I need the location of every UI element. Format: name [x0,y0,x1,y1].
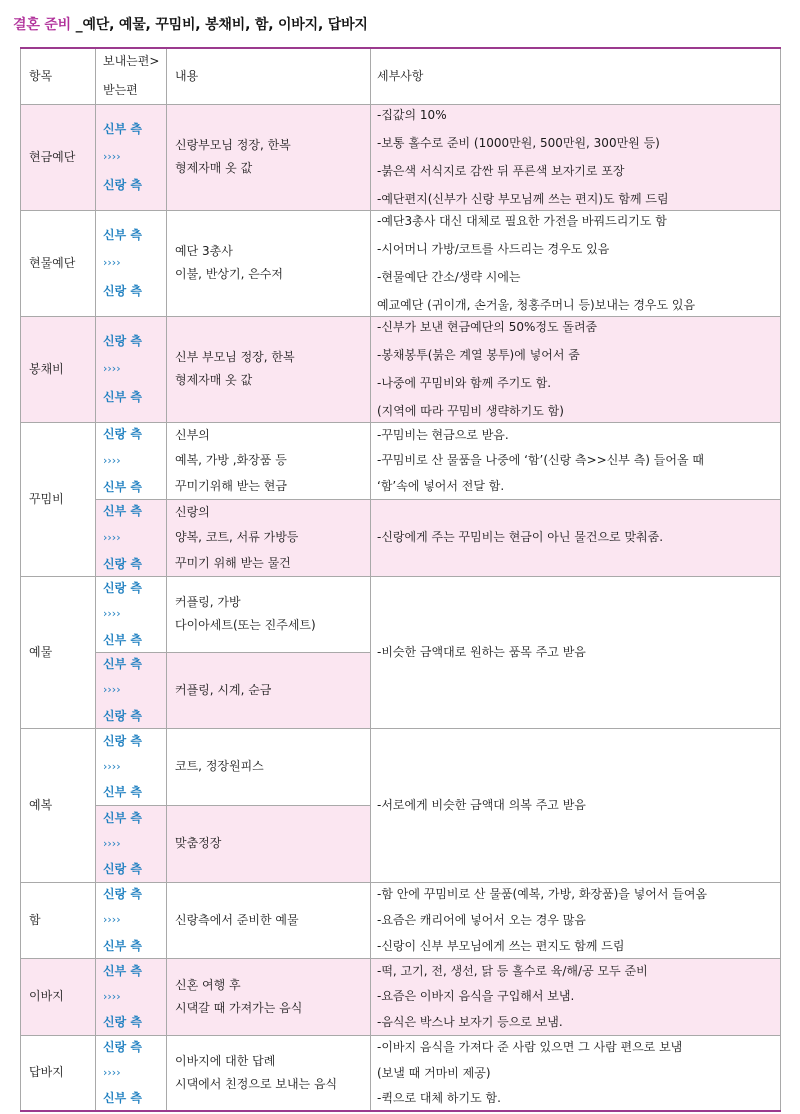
content-line: 신랑부모님 정장, 한복 [175,138,291,152]
header-direction-line1: 보내는편> [103,54,160,69]
direction-arrows: ›››› [103,453,121,467]
detail-line: -요즘은 캐리어에 넣어서 오는 경우 많음 [377,912,586,927]
content-line: 다이아세트(또는 진주세트) [175,618,316,632]
content-line: 시댁갈 때 가져가는 음식 [175,1000,303,1015]
title-main: 결혼 준비 [13,17,71,33]
direction-cell [96,805,167,882]
content-cell [167,882,371,958]
direction-cell [96,210,167,316]
detail-line: -음식은 박스나 보자기 등으로 보냄. [377,1015,563,1030]
direction-cell [96,422,167,499]
detail-line: -봉채봉투(붉은 계열 봉투)에 넣어서 줌 [377,347,580,362]
direction-arrows: ›››› [103,683,121,697]
direction-from: 신부 측 [103,503,142,518]
content-line: 신랑측에서 준비한 예물 [175,912,299,927]
content-line: 이불, 반상기, 은수저 [175,267,283,281]
table-row [21,422,781,499]
direction-from: 신부 측 [103,228,142,242]
detail-line: -이바지 음식을 가져다 준 사람 있으면 그 사람 편으로 보냄 [377,1039,683,1054]
direction-to: 신부 측 [103,785,142,800]
direction-to: 신부 측 [103,389,142,404]
direction-to: 신랑 측 [103,177,142,192]
details-cell [371,882,781,958]
document-title [13,14,368,44]
content-line: 커플링, 가방 [175,595,241,609]
item-cell: 이바지 [21,958,96,1035]
content-line: 꾸미기위해 받는 현금 [175,478,287,493]
direction-to: 신랑 측 [103,283,142,298]
direction-to: 신부 측 [103,632,142,647]
detail-line: -보통 홀수로 준비 (1000만원, 500만원, 300만원 등) [377,135,660,150]
direction-from: 신부 측 [103,963,142,978]
direction-arrows: ›››› [103,256,121,270]
direction-arrows: ›››› [103,913,121,927]
detail-line: -붉은색 서식지로 감싼 뒤 푸른색 보자기로 포장 [377,163,625,178]
detail-line: -현물예단 간소/생략 시에는 [377,269,521,284]
detail-line: -신랑이 신부 부모님에게 쓰는 편지도 함께 드림 [377,938,625,953]
direction-from: 신부 측 [103,810,142,825]
header-direction [96,48,167,104]
direction-arrows: ›››› [103,607,121,621]
detail-line: -나중에 꾸밈비와 함께 주기도 함. [377,375,552,390]
detail-line: -집값의 10% [377,108,447,122]
content-line: 신부의 [175,427,210,442]
direction-to: 신랑 측 [103,708,142,723]
content-line: 신부 부모님 정장, 한복 [175,350,295,364]
direction-to: 신랑 측 [103,862,142,877]
content-line: 예단 3총사 [175,244,233,258]
content-line: 커플링, 시계, 순금 [175,682,272,697]
detail-line: -요즘은 이바지 음식을 구입해서 보냄. [377,989,575,1004]
direction-cell [96,728,167,805]
direction-from: 신랑 측 [103,733,142,748]
content-cell [167,728,371,805]
direction-from: 신랑 측 [103,334,142,348]
details-cell [371,316,781,422]
direction-from: 신랑 측 [103,1039,142,1054]
direction-from: 신부 측 [103,122,142,136]
direction-to: 신부 측 [103,938,142,953]
direction-from: 신랑 측 [103,887,142,901]
table-row [21,316,781,422]
table-row [21,728,781,805]
details-cell [371,958,781,1035]
direction-to: 신부 측 [103,1091,142,1106]
detail-line: (보낼 때 거마비 제공) [377,1065,491,1080]
content-cell [167,499,371,576]
details-cell [371,104,781,210]
detail-line: (지역에 따라 꾸밈비 생략하기도 함) [377,403,564,418]
direction-cell [96,652,167,728]
content-line: 양복, 코트, 서류 가방등 [175,530,299,544]
details-cell [371,422,781,499]
detail-line: -예단3총사 대신 대체로 필요한 가전을 바꿔드리기도 함 [377,214,667,228]
detail-line: -떡, 고기, 전, 생선, 닭 등 홀수로 육/해/공 모두 준비 [377,963,648,978]
details-cell [371,210,781,316]
direction-cell [96,1035,167,1111]
item-cell: 현금예단 [21,104,96,210]
content-line: 시댁에서 친정으로 보내는 음식 [175,1076,338,1091]
item-cell: 현물예단 [21,210,96,316]
direction-cell [96,882,167,958]
detail-line: -신부가 보낸 현금예단의 50%정도 돌려줌 [377,320,598,334]
direction-arrows: ›››› [103,362,121,376]
content-line: 신혼 여행 후 [175,977,241,992]
detail-line: -꾸밈비는 현금으로 받음. [377,427,509,442]
content-cell [167,652,371,728]
table-row [21,1035,781,1111]
content-cell [167,316,371,422]
table-row [21,576,781,652]
header-details: 세부사항 [371,48,781,104]
content-line: 신랑의 [175,504,210,519]
detail-line: -서로에게 비슷한 금액대 의복 주고 받음 [377,797,586,812]
detail-line: ‘함’속에 넣어서 전달 함. [377,479,505,494]
direction-to: 신랑 측 [103,557,142,572]
detail-line: -예단편지(신부가 신랑 부모님께 쓰는 편지)도 함께 드림 [377,191,669,206]
detail-line: -시어머니 가방/코트를 사드리는 경우도 있음 [377,241,610,256]
table-row [21,499,781,576]
direction-from: 신랑 측 [103,581,142,595]
direction-cell [96,576,167,652]
item-cell: 예물 [21,576,96,728]
direction-from: 신부 측 [103,657,142,671]
content-cell [167,576,371,652]
direction-cell [96,104,167,210]
detail-line: -꾸밈비로 산 물품을 나중에 ‘함’(신랑 측>>신부 측) 들어올 때 [377,453,704,468]
header-content: 내용 [167,48,371,104]
detail-line: 예교예단 (귀이개, 손거울, 청홍주머니 등)보내는 경우도 있음 [377,297,696,312]
direction-arrows: ›››› [103,989,121,1003]
details-cell [371,1035,781,1111]
item-cell: 예복 [21,728,96,882]
detail-line: -퀵으로 대체 하기도 함. [377,1091,501,1106]
detail-line: -함 안에 꾸밈비로 산 물품(예복, 가방, 화장품)을 넣어서 들여옴 [377,887,708,901]
table-row [21,958,781,1035]
direction-arrows: ›››› [103,150,121,164]
direction-arrows: ›››› [103,530,121,544]
wedding-prep-table [20,47,781,1112]
item-cell: 답바지 [21,1035,96,1111]
content-cell [167,104,371,210]
header-direction-line2: 받는편 [103,83,138,98]
table-row [21,210,781,316]
direction-from: 신랑 측 [103,426,142,441]
details-cell [371,499,781,576]
detail-line: -비슷한 금액대로 원하는 품목 주고 받음 [377,644,586,659]
details-cell [371,576,781,728]
direction-arrows: ›››› [103,759,121,773]
content-cell [167,958,371,1035]
content-cell [167,805,371,882]
direction-cell [96,958,167,1035]
content-cell [167,422,371,499]
detail-line: -신랑에게 주는 꾸밈비는 현금이 아닌 물건으로 맞춰줌. [377,530,664,544]
direction-arrows: ›››› [103,836,121,850]
direction-to: 신부 측 [103,480,142,495]
item-cell: 꾸밈비 [21,422,96,576]
content-line: 꾸미기 위해 받는 물건 [175,555,291,570]
content-line: 코트, 정장원피스 [175,759,264,773]
table-row [21,104,781,210]
content-line: 이바지에 대한 답례 [175,1053,276,1068]
direction-cell [96,316,167,422]
direction-arrows: ›››› [103,1065,121,1079]
content-cell [167,210,371,316]
title-subtitle: _예단, 예물, 꾸밈비, 봉채비, 함, 이바지, 답바지 [70,17,368,33]
content-line: 형제자매 옷 값 [175,373,253,387]
direction-to: 신랑 측 [103,1015,142,1030]
direction-cell [96,499,167,576]
details-cell [371,728,781,882]
content-line: 맞춤정장 [175,836,222,850]
header-item: 항목 [21,48,96,104]
item-cell: 함 [21,882,96,958]
content-line: 형제자매 옷 값 [175,161,253,175]
item-cell: 봉채비 [21,316,96,422]
content-line: 예복, 가방 ,화장품 등 [175,453,287,467]
table-row [21,882,781,958]
content-cell [167,1035,371,1111]
